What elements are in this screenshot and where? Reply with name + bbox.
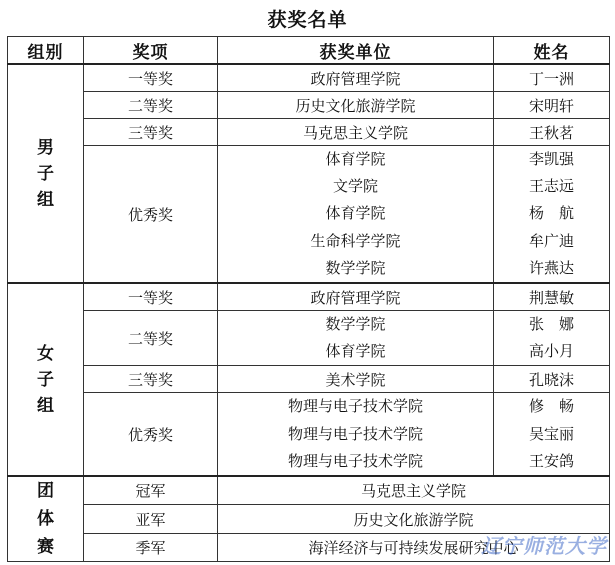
header-group: 组别 xyxy=(8,37,84,65)
name-cell: 荆慧敏 xyxy=(494,283,610,311)
name-cell: 王秋茗 xyxy=(494,119,610,146)
table-row xyxy=(8,311,610,366)
prize-cell: 冠军 xyxy=(84,476,218,505)
unit-cell: 历史文化旅游学院 xyxy=(218,505,610,533)
women-section xyxy=(8,283,610,476)
prize-cell: 亚军 xyxy=(84,505,218,533)
unit-line: 物理与电子技术学院 xyxy=(287,424,423,443)
table-row xyxy=(8,92,610,119)
unit-cell: 美术学院 xyxy=(218,366,494,393)
table-row xyxy=(8,505,610,533)
name-cell-multi xyxy=(494,393,610,476)
header-unit: 获奖单位 xyxy=(218,37,494,65)
name-line: 吴宝丽 xyxy=(528,424,574,443)
table-row xyxy=(8,283,610,311)
name-line: 高小月 xyxy=(528,342,574,361)
header-prize: 奖项 xyxy=(84,37,218,65)
name-line: 王志远 xyxy=(528,177,574,196)
table-row xyxy=(8,393,610,476)
name-line: 李凯强 xyxy=(528,150,574,168)
name-cell: 宋明轩 xyxy=(494,92,610,119)
name-line: 牟广迪 xyxy=(528,231,574,250)
unit-cell-multi xyxy=(218,311,494,366)
group-label-text: 女子组 xyxy=(37,343,54,416)
group-label-text: 男子组 xyxy=(37,137,54,210)
unit-line: 物理与电子技术学院 xyxy=(287,397,423,416)
unit-cell: 政府管理学院 xyxy=(218,283,494,311)
unit-cell: 马克思主义学院 xyxy=(218,119,494,146)
unit-line: 文学院 xyxy=(332,177,378,196)
prize-cell: 一等奖 xyxy=(84,283,218,311)
prize-cell: 优秀奖 xyxy=(84,146,218,284)
unit-cell: 政府管理学院 xyxy=(218,64,494,92)
prize-cell: 一等奖 xyxy=(84,64,218,92)
name-line: 许燕达 xyxy=(528,258,574,277)
unit-line: 体育学院 xyxy=(325,150,386,168)
group-label-men xyxy=(8,64,84,283)
name-line: 修 畅 xyxy=(528,397,574,416)
prize-cell: 三等奖 xyxy=(84,119,218,146)
group-label-team xyxy=(8,476,84,562)
group-label-text: 团体赛 xyxy=(37,481,54,558)
table-row xyxy=(8,119,610,146)
unit-line: 体育学院 xyxy=(325,204,386,223)
header-row xyxy=(8,37,610,65)
unit-line: 体育学院 xyxy=(325,342,386,361)
name-cell-multi xyxy=(494,146,610,284)
prize-cell: 优秀奖 xyxy=(84,393,218,476)
name-line: 杨 航 xyxy=(528,204,574,223)
unit-line: 数学学院 xyxy=(325,315,386,334)
group-label-women xyxy=(8,283,84,476)
unit-cell-multi xyxy=(218,146,494,284)
name-cell-multi xyxy=(494,311,610,366)
table-row xyxy=(8,366,610,393)
unit-cell: 历史文化旅游学院 xyxy=(218,92,494,119)
men-section xyxy=(8,64,610,283)
table-row xyxy=(8,476,610,505)
header-name: 姓名 xyxy=(494,37,610,65)
unit-line: 生命科学学院 xyxy=(310,231,401,250)
name-line: 王安鸽 xyxy=(528,451,574,470)
unit-cell: 海洋经济与可持续发展研究中心 xyxy=(218,533,610,561)
team-section xyxy=(8,476,610,562)
document-title: 获奖名单 xyxy=(267,9,348,31)
unit-cell-multi xyxy=(218,393,494,476)
table-row xyxy=(8,64,610,92)
awards-table xyxy=(7,36,610,562)
table-row xyxy=(8,533,610,561)
unit-line: 物理与电子技术学院 xyxy=(287,451,423,470)
prize-cell: 三等奖 xyxy=(84,366,218,393)
prize-cell: 二等奖 xyxy=(84,92,218,119)
unit-line: 数学学院 xyxy=(325,258,386,277)
name-line: 张 娜 xyxy=(528,315,574,334)
prize-cell: 季军 xyxy=(84,533,218,561)
watermark-logo: 辽宁师范大学 xyxy=(481,534,607,558)
table-row xyxy=(8,146,610,284)
name-cell: 丁一洲 xyxy=(494,64,610,92)
unit-cell: 马克思主义学院 xyxy=(218,476,610,505)
name-cell: 孔晓沫 xyxy=(494,366,610,393)
prize-cell: 二等奖 xyxy=(84,311,218,366)
